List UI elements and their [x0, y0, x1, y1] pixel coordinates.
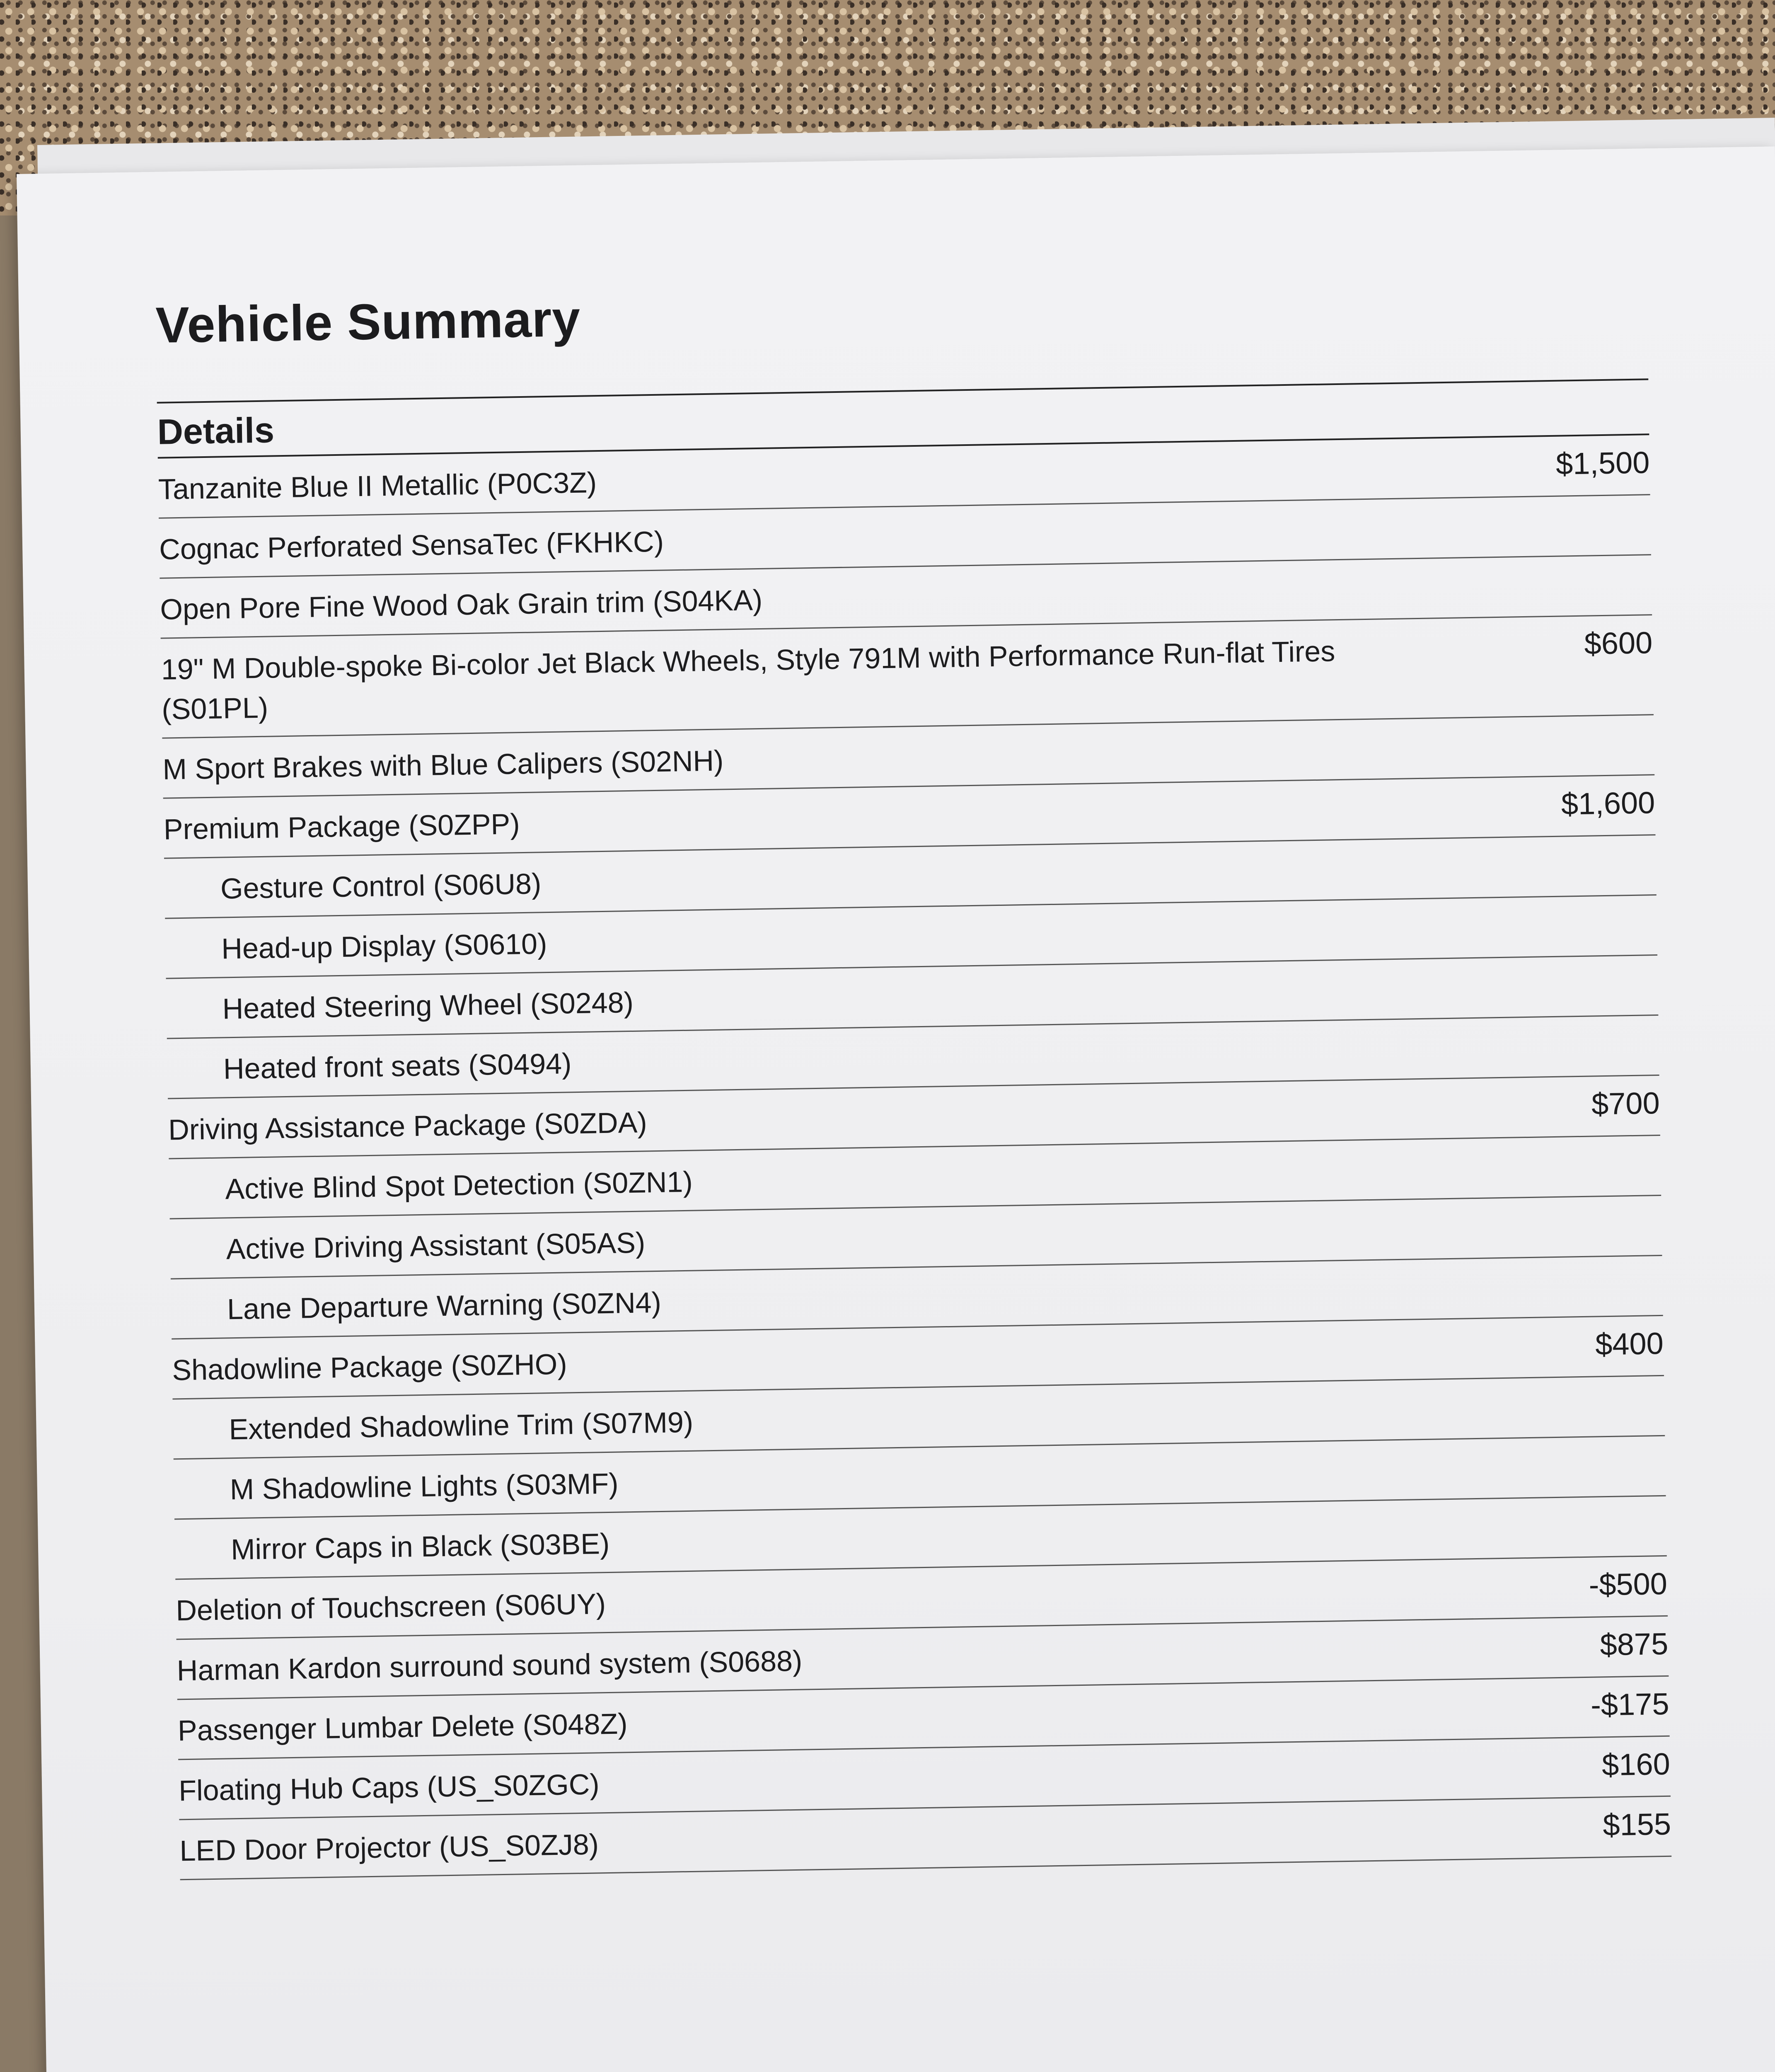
item-price: $400: [1595, 1326, 1664, 1362]
item-label: LED Door Projector (US_S0ZJ8): [179, 1828, 599, 1867]
item-price: -$175: [1590, 1686, 1670, 1722]
item-label: Lane Departure Warning (S0ZN4): [227, 1286, 662, 1326]
item-label: Active Driving Assistant (S05AS): [226, 1226, 646, 1266]
item-label: Harman Kardon surround sound system (S0688): [177, 1644, 803, 1687]
item-label: Gesture Control (S06U8): [220, 867, 542, 905]
item-label: Shadowline Package (S0ZHO): [172, 1348, 568, 1387]
item-label: M Sport Brakes with Blue Calipers (S02NH): [162, 744, 724, 786]
details-heading: Details: [157, 380, 1649, 459]
item-label: M Shadowline Lights (S03MF): [230, 1467, 619, 1506]
item-price: $1,500: [1555, 445, 1650, 481]
item-label: Passenger Lumbar Delete (S048Z): [177, 1707, 628, 1747]
item-price: $700: [1591, 1085, 1660, 1121]
item-price: $160: [1601, 1746, 1671, 1782]
item-label: Heated front seats (S0494): [223, 1047, 572, 1085]
item-label: Tanzanite Blue II Metallic (P0C3Z): [158, 466, 597, 506]
item-label: Head-up Display (S0610): [221, 927, 547, 965]
item-label: Premium Package (S0ZPP): [163, 808, 520, 846]
item-price: $155: [1602, 1806, 1671, 1842]
item-list: [158, 435, 1688, 1881]
item-price: $1,600: [1561, 785, 1655, 821]
item-price: $600: [1584, 625, 1653, 661]
document-content: [155, 273, 1688, 1881]
item-label: Deletion of Touchscreen (S06UY): [175, 1588, 606, 1627]
item-price: $875: [1599, 1626, 1669, 1662]
item-label: Mirror Caps in Black (S03BE): [230, 1527, 610, 1566]
item-price: -$500: [1589, 1566, 1668, 1602]
item-label: Cognac Perforated SensaTec (FKHKC): [159, 525, 664, 566]
item-label: Floating Hub Caps (US_S0ZGC): [178, 1768, 600, 1807]
item-label: Extended Shadowline Trim (S07M9): [229, 1406, 694, 1446]
item-label: Driving Assistance Package (S0ZDA): [168, 1106, 648, 1146]
document-page: [17, 146, 1775, 2072]
item-label: Active Blind Spot Detection (S0ZN1): [225, 1165, 693, 1205]
page-title: Vehicle Summary: [155, 290, 581, 353]
item-label: Open Pore Fine Wood Oak Grain trim (S04KA): [160, 583, 763, 626]
item-label: Heated Steering Wheel (S0248): [222, 986, 634, 1025]
item-label: 19" M Double-spoke Bi-color Jet Black Wheels, Style 791M with Performance Run-flat Tires (S01PL): [161, 635, 1335, 726]
